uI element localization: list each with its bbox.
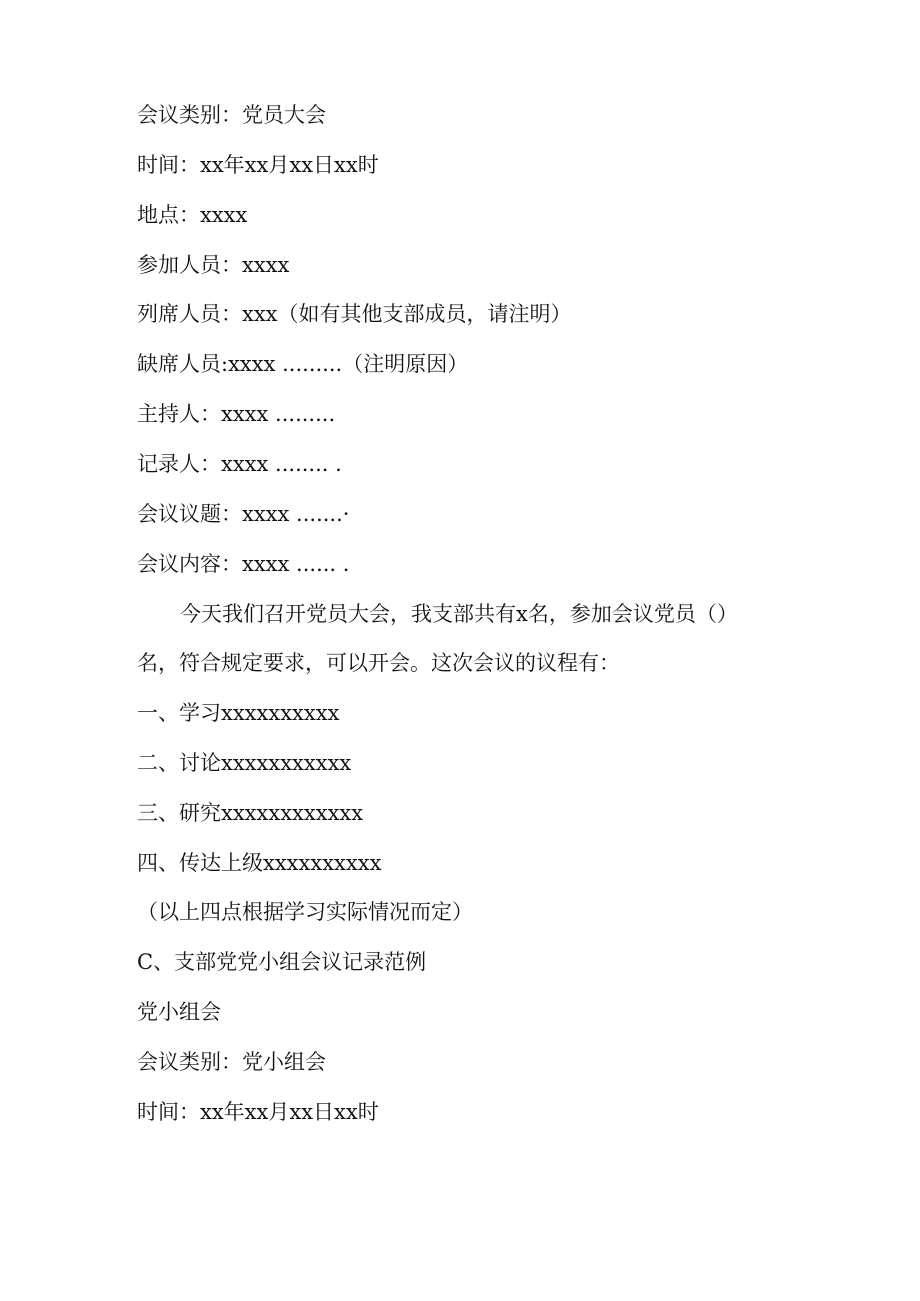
paragraph-line-1: 今天我们召开党员大会，我支部共有x名，参加会议党员（） (180, 602, 738, 626)
paragraph-line-2: 名，符合规定要求，可以开会。这次会议的议程有： (137, 651, 620, 675)
meeting-category-line: 会议类别：党员大会 (137, 103, 326, 127)
observers-line: 列席人员：xxx（如有其他支部成员，请注明） (137, 302, 572, 326)
agenda-item-4: 四、传达上级xxxxxxxxxx (137, 851, 382, 875)
attendees-line: 参加人员：xxxx (137, 253, 290, 277)
agenda-item-1: 一、学习xxxxxxxxxx (137, 701, 340, 725)
agenda-note: （以上四点根据学习实际情况而定） (137, 900, 473, 924)
absentees-line: 缺席人员:xxxx .........（注明原因） (137, 352, 469, 376)
time-line: 时间：xx年xx月xx日xx时 (137, 153, 379, 177)
subsection-title: 党小组会 (137, 1000, 221, 1024)
group-time-line: 时间：xx年xx月xx日xx时 (137, 1100, 379, 1124)
location-line: 地点：xxxx (137, 203, 248, 227)
agenda-item-3: 三、研究xxxxxxxxxxxx (137, 801, 364, 825)
content-line: 会议内容：xxxx ...... . (137, 552, 350, 576)
recorder-line: 记录人：xxxx ........ . (137, 452, 342, 476)
section-heading-c: C、支部党党小组会议记录范例 (137, 950, 427, 974)
topic-line: 会议议题：xxxx .......· (137, 502, 350, 526)
group-meeting-category-line: 会议类别：党小组会 (137, 1050, 326, 1074)
host-line: 主持人：xxxx ......... (137, 402, 336, 426)
agenda-item-2: 二、讨论xxxxxxxxxxx (137, 751, 352, 775)
